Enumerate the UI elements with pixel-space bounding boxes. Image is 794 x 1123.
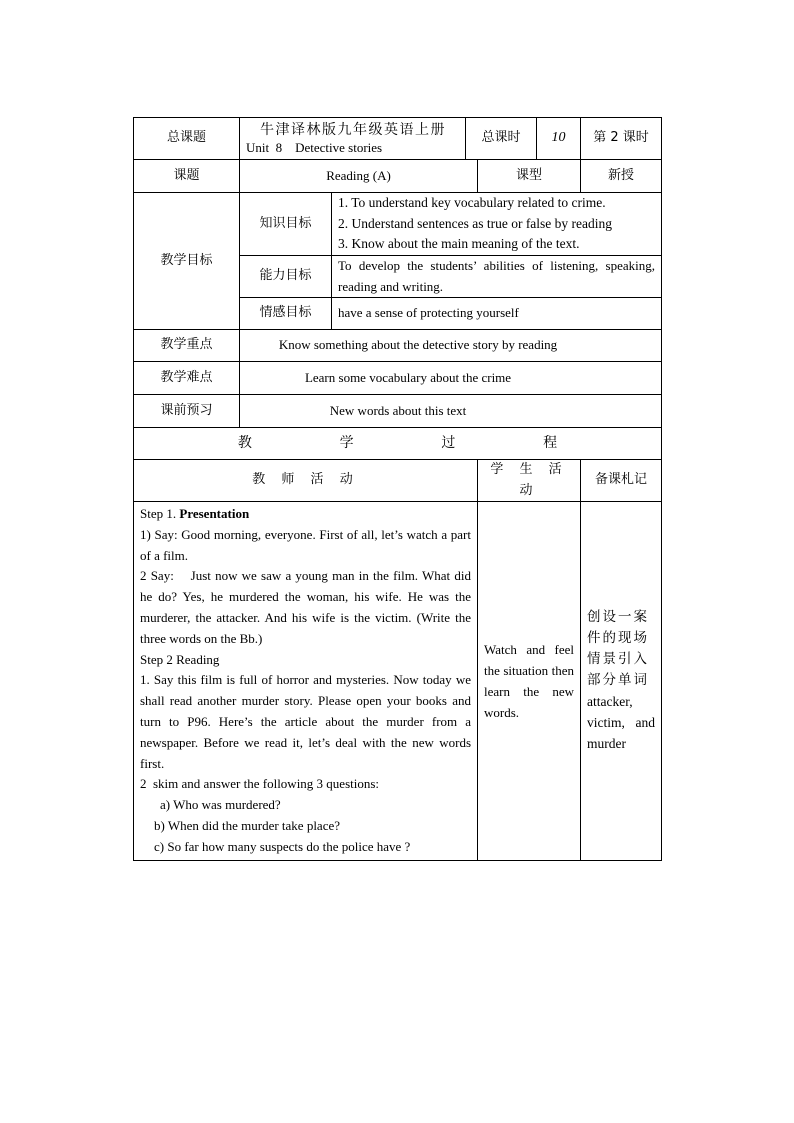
step1-heading: Step 1. Presentation: [140, 506, 250, 521]
key-points-value: Know something about the detective story by reading: [240, 330, 662, 362]
key-points-label: 教学重点: [134, 330, 240, 362]
header-row: [134, 118, 662, 160]
unit-title: Unit 8 Detective stories: [246, 139, 383, 155]
process-heading-char: 过: [441, 435, 456, 452]
question-item: a) Who was murdered?: [160, 797, 281, 813]
notes-english: attacker, victim, and murder: [587, 694, 656, 752]
question-item: b) When did the murder take place?: [154, 817, 341, 833]
teacher-paragraph: 2 Say: Just now we saw a young man in the film. What did he do? Yes, he murdered the woman, his wife. He was the murderer, the attacker. And his wife is the victim. (Write the three words on the Bb.): [140, 568, 475, 646]
notes-cell: [581, 502, 662, 861]
objectives-row-knowledge: [134, 193, 662, 256]
book-title: 牛津译林版九年级英语上册: [260, 121, 446, 138]
process-heading-char: 学: [339, 435, 354, 452]
process-heading-row: [134, 428, 662, 460]
key-points-row: [134, 330, 662, 362]
preview-label: 课前预习: [134, 395, 240, 428]
lesson-title-label: 课题: [134, 160, 240, 193]
difficulties-row: [134, 362, 662, 395]
teacher-paragraph: 1. Say this film is full of horror and mysteries. Now today we shall read another murder story. Please open your books and turn to P96. Here’s the article about the murder from a newspaper. Before we read it, let’s deal with the new words first.: [140, 672, 471, 771]
knowledge-item: 1. To understand key vocabulary related to crime.: [338, 195, 606, 211]
topic-label: 总课题: [134, 118, 240, 160]
lesson-number: 第 2 课时: [581, 118, 662, 160]
process-heading: [134, 428, 662, 460]
emotion-label: 情感目标: [240, 298, 332, 330]
step2-heading: Step 2 Reading: [140, 651, 220, 667]
knowledge-item: 3. Know about the main meaning of the text.: [338, 236, 580, 252]
total-hours-label: 总课时: [466, 118, 537, 160]
teacher-paragraph: 1) Say: Good morning, everyone. First of all, let’s watch a part of a film.: [140, 526, 471, 563]
student-column-header: 学 生 活 动: [478, 460, 581, 502]
column-header-row: [134, 460, 662, 502]
emotion-text: have a sense of protecting yourself: [332, 298, 662, 330]
knowledge-cell: [332, 193, 662, 256]
activity-row: [134, 502, 662, 861]
knowledge-label: 知识目标: [240, 193, 332, 256]
notes-chinese: 创设一案件的现场情景引入部分单词: [587, 609, 650, 689]
lesson-type-label: 课型: [478, 160, 581, 193]
question-item: c) So far how many suspects do the police have ?: [154, 838, 411, 854]
lesson-plan-table: [133, 117, 662, 861]
topic-cell: [240, 118, 466, 160]
teacher-activity: [134, 502, 478, 861]
process-heading-char: 程: [543, 435, 558, 452]
lesson-title-value: Reading (A): [240, 160, 478, 193]
lesson-type-value: 新授: [581, 160, 662, 193]
process-heading-char: 教: [237, 435, 252, 452]
teacher-column-header: 教 师 活 动: [134, 460, 478, 502]
student-activity: Watch and feel the situation then learn the new words.: [478, 502, 581, 861]
lesson-row: [134, 160, 662, 193]
teacher-paragraph: 2 skim and answer the following 3 questions:: [140, 776, 380, 792]
preview-value: New words about this text: [240, 395, 662, 428]
difficulties-label: 教学难点: [134, 362, 240, 395]
knowledge-item: 2. Understand sentences as true or false by reading: [338, 215, 613, 231]
total-hours-value: 10: [537, 118, 581, 160]
ability-label: 能力目标: [240, 256, 332, 298]
preview-row: [134, 395, 662, 428]
notes-column-header: 备课札记: [581, 460, 662, 502]
objectives-label: 教学目标: [134, 193, 240, 330]
ability-text: To develop the students’ abilities of listening, speaking, reading and writing.: [332, 256, 662, 298]
difficulties-value: Learn some vocabulary about the crime: [240, 362, 662, 395]
